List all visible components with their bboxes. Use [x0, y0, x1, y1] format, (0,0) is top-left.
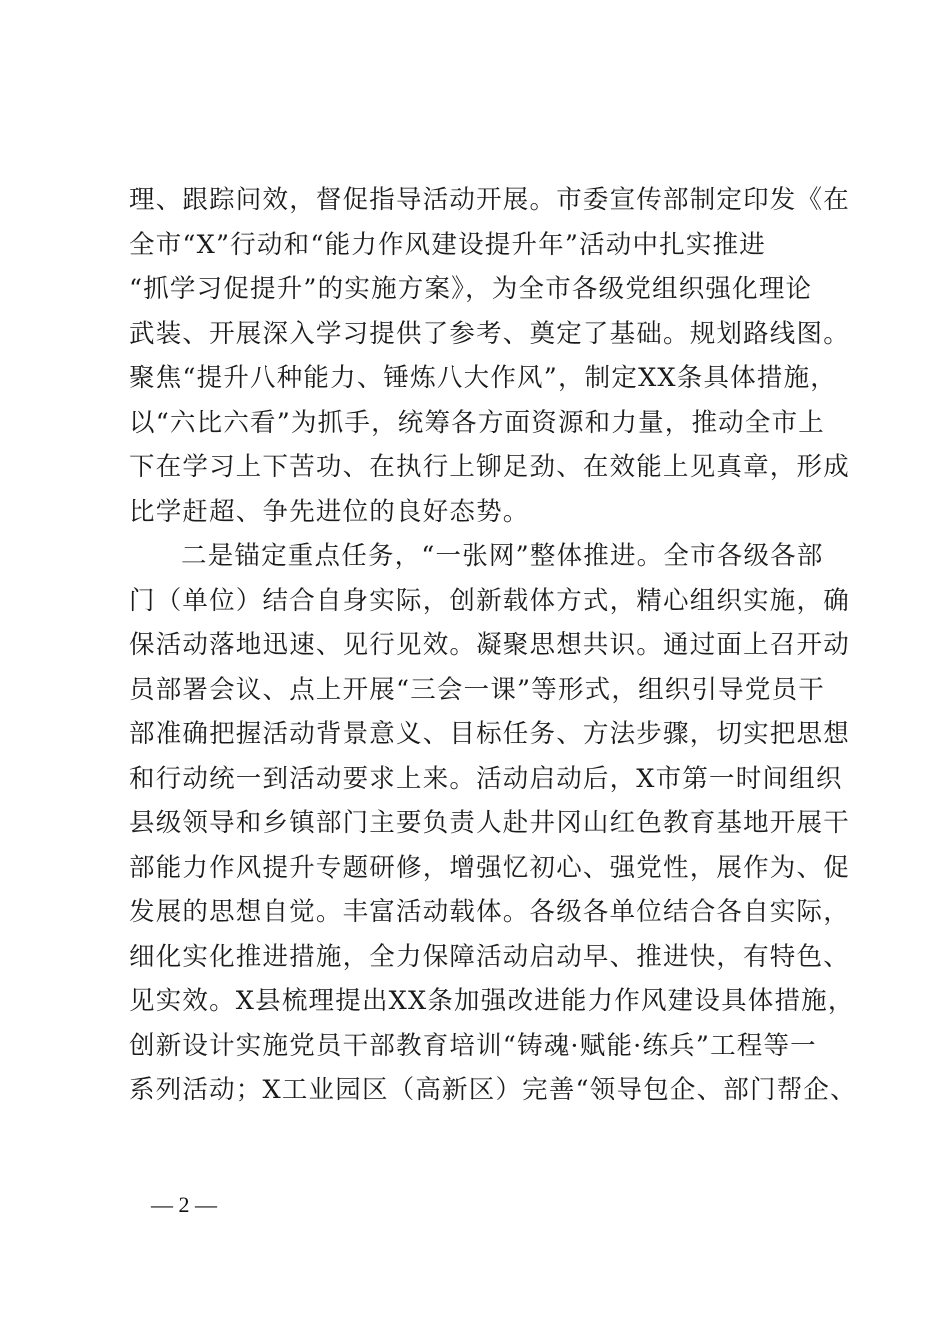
text-line: 门（单位）结合自身实际，创新载体方式，精心组织实施，确 [129, 585, 850, 616]
text-line: 比学赶超、争先进位的良好态势。 [129, 496, 530, 527]
text-line: 保活动落地迅速、见行见效。凝聚思想共识。通过面上召开动 [129, 630, 850, 660]
text-line: 部准确把握活动背景意义、目标任务、方法步骤，切实把思想 [129, 719, 850, 749]
text-line: 细化实化推进措施，全力保障活动启动早、推进快，有特色、 [129, 941, 850, 972]
text-line: 以“六比六看”为抓手，统筹各方面资源和力量，推动全市上 [129, 407, 825, 438]
text-line: 创新设计实施党员干部教育培训“铸魂·赋能·练兵”工程等一 [129, 1030, 817, 1061]
text-line: 聚焦“提升八种能力、锤炼八大作风”，制定XX条具体措施， [129, 363, 837, 393]
text-line: 县级领导和乡镇部门主要负责人赴井冈山红色教育基地开展干 [129, 808, 850, 838]
text-line: “抓学习促提升”的实施方案》，为全市各级党组织强化理论 [129, 274, 813, 304]
text-line: 理、跟踪问效，督促指导活动开展。市委宣传部制定印发《在 [129, 185, 850, 215]
text-line: 见实效。X县梳理提出XX条加强改进能力作风建设具体措施， [129, 986, 855, 1016]
text-line: 发展的思想自觉。丰富活动载体。各级各单位结合各自实际， [129, 897, 850, 927]
text-line: 武装、开展深入学习提供了参考、奠定了基础。规划路线图。 [129, 318, 850, 349]
text-line: 员部署会议、点上开展“三会一课”等形式，组织引导党员干 [129, 674, 825, 705]
paragraph-start-line: 二是锚定重点任务，“一张网”整体推进。全市各级各部 [181, 541, 824, 571]
text-line: 全市“X”行动和“能力作风建设提升年”活动中扎实推进 [129, 229, 767, 260]
body-text [129, 178, 857, 1113]
text-line: 系列活动；X工业园区（高新区）完善“领导包企、部门帮企、 [129, 1075, 857, 1105]
text-line: 部能力作风提升专题研修，增强忆初心、强党性，展作为、促 [129, 852, 850, 883]
text-line: 下在学习上下苦功、在执行上铆足劲、在效能上见真章，形成 [129, 452, 850, 482]
page-number: — 2 — [151, 1192, 217, 1217]
text-line: 和行动统一到活动要求上来。活动启动后，X市第一时间组织 [129, 763, 843, 794]
